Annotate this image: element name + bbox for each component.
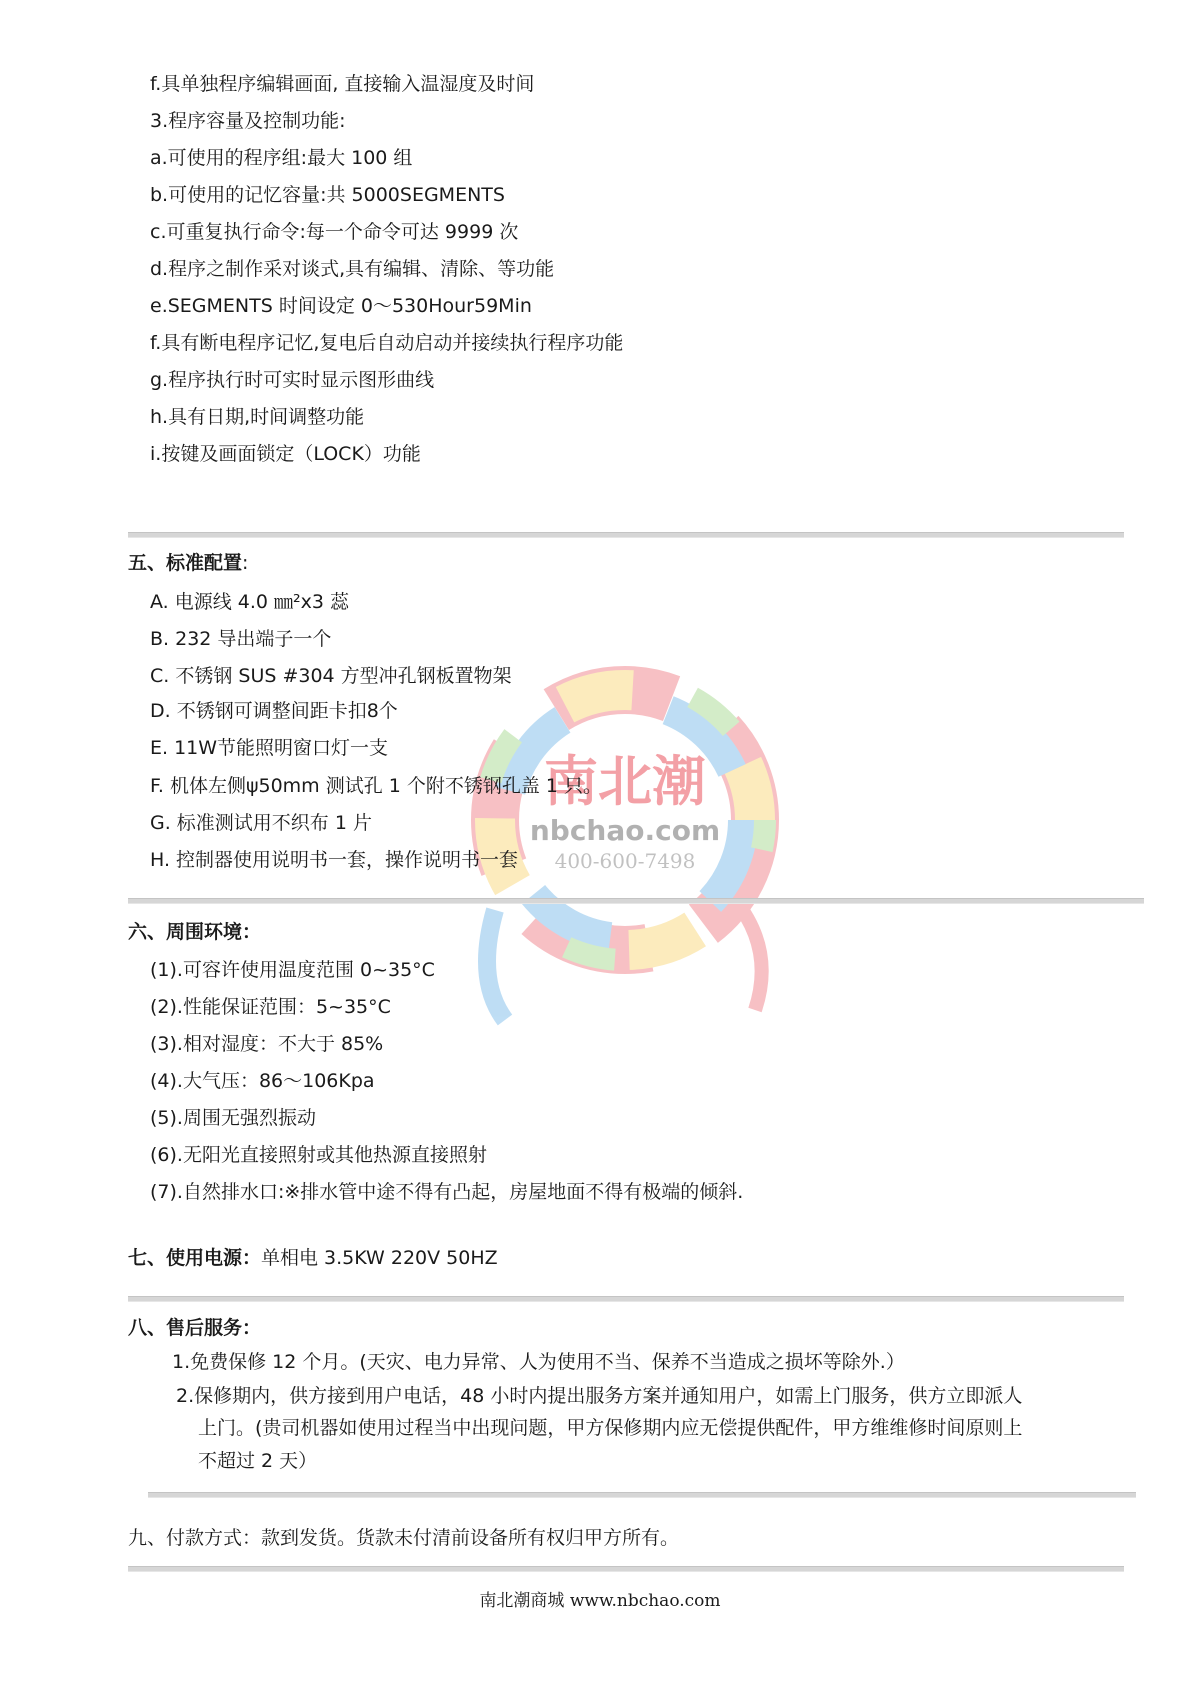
list-item: C. 不锈钢 SUS #304 方型冲孔钢板置物架 bbox=[150, 665, 512, 687]
section-divider bbox=[128, 1296, 1124, 1302]
list-item: (4).大气压：86～106Kpa bbox=[150, 1070, 375, 1092]
list-item: (6).无阳光直接照射或其他热源直接照射 bbox=[150, 1144, 487, 1166]
list-item: (1).可容许使用温度范围 0~35°C bbox=[150, 959, 435, 981]
list-item: b.可使用的记忆容量:共 5000SEGMENTS bbox=[150, 184, 505, 206]
section-divider bbox=[128, 532, 1124, 538]
list-item: D. 不锈钢可调整间距卡扣8个 bbox=[150, 700, 398, 722]
list-item: H. 控制器使用说明书一套，操作说明书一套 bbox=[150, 849, 519, 871]
section-divider bbox=[148, 1492, 1136, 1498]
list-item: (3).相对湿度：不大于 85% bbox=[150, 1033, 384, 1055]
watermark-phone: 400-600-7498 bbox=[554, 849, 696, 873]
list-item: E. 11W节能照明窗口灯一支 bbox=[150, 737, 389, 759]
section-heading-environment: 六、周围环境： bbox=[128, 921, 262, 943]
list-item: f.具有断电程序记忆,复电后自动启动并接续执行程序功能 bbox=[150, 332, 624, 354]
list-item: e.SEGMENTS 时间设定 0～530Hour59Min bbox=[150, 295, 532, 317]
payment-terms: 九、付款方式：款到发货。货款未付清前设备所有权归甲方所有。 bbox=[128, 1527, 680, 1549]
list-item: (7).自然排水口:※排水管中途不得有凸起，房屋地面不得有极端的倾斜. bbox=[150, 1181, 744, 1203]
list-item: 2.保修期内，供方接到用户电话，48 小时内提出服务方案并通知用户，如需上门服务，供方立即派人 bbox=[176, 1385, 1023, 1407]
list-item: i.按键及画面锁定（LOCK）功能 bbox=[150, 443, 421, 465]
list-item: F. 机体左侧ψ50mm 测试孔 1 个附不锈钢孔盖 1 只。 bbox=[150, 775, 603, 797]
list-item: 1.免费保修 12 个月。(天灾、电力异常、人为使用不当、保养不当造成之损坏等除外.） bbox=[172, 1351, 905, 1373]
list-item: h.具有日期,时间调整功能 bbox=[150, 406, 365, 428]
list-item: G. 标准测试用不织布 1 片 bbox=[150, 812, 372, 834]
list-item: a.可使用的程序组:最大 100 组 bbox=[150, 147, 413, 169]
list-item: B. 232 导出端子一个 bbox=[150, 628, 332, 650]
list-item: 上门。(贵司机器如使用过程当中出现问题，甲方保修期内应无偿提供配件，甲方维维修时间原则上 bbox=[198, 1417, 1023, 1439]
list-item: c.可重复执行命令:每一个命令可达 9999 次 bbox=[150, 221, 519, 243]
list-item: 不超过 2 天） bbox=[198, 1450, 318, 1472]
watermark-site: nbchao.com bbox=[529, 814, 721, 847]
section-heading-after-sales: 八、售后服务： bbox=[128, 1317, 262, 1339]
list-item: (2).性能保证范围：5~35°C bbox=[150, 996, 391, 1018]
list-item: A. 电源线 4.0 ㎜²x3 蕊 bbox=[150, 591, 350, 613]
watermark-brand: 南北潮 bbox=[544, 749, 706, 813]
list-item: f.具单独程序编辑画面, 直接输入温湿度及时间 bbox=[150, 73, 535, 95]
list-item: (5).周围无强烈振动 bbox=[150, 1107, 316, 1129]
list-item: d.程序之制作采对谈式,具有编辑、清除、等功能 bbox=[150, 258, 555, 280]
list-item: g.程序执行时可实时显示图形曲线 bbox=[150, 369, 435, 391]
section-heading-power: 七、使用电源：单相电 3.5KW 220V 50HZ bbox=[128, 1247, 498, 1269]
section-divider bbox=[128, 1566, 1124, 1572]
section-divider bbox=[128, 898, 1144, 904]
page-footer: 南北潮商城 www.nbchao.com bbox=[479, 1591, 721, 1611]
list-item: 3.程序容量及控制功能: bbox=[150, 110, 346, 132]
section-heading-standard-config: 五、标准配置: bbox=[128, 552, 249, 574]
